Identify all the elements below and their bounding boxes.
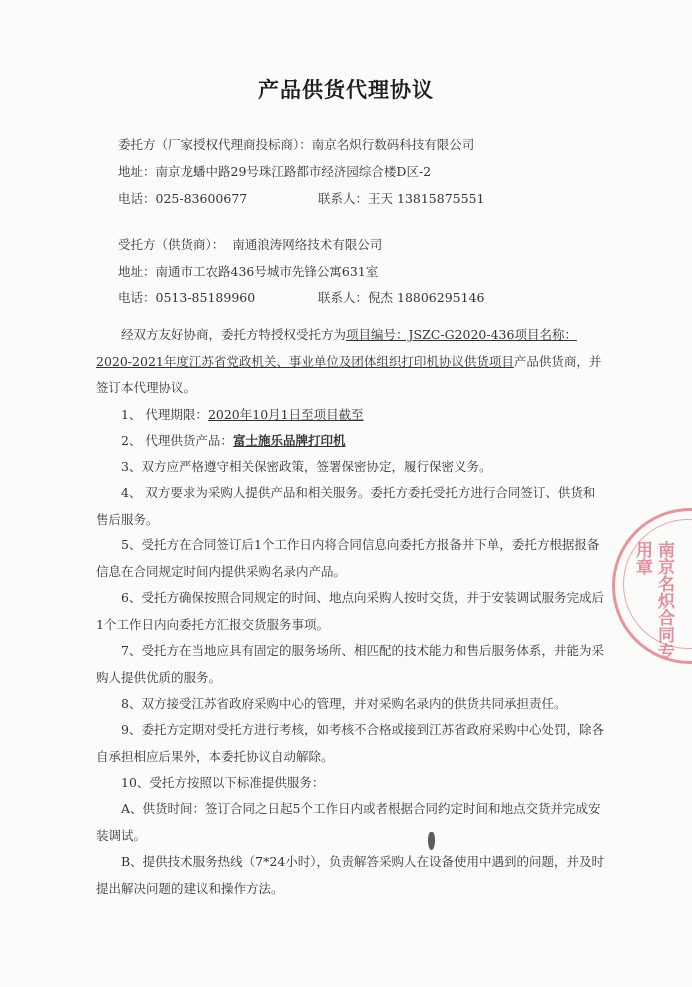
intro-tail: 产品供货商，并签订本代理协议。: [96, 353, 602, 395]
principal-contact-line: [318, 189, 484, 207]
principal-name: 南京名炽行数码科技有限公司: [311, 137, 475, 152]
project-name: 项目名称：2020-2021年度江苏省党政机关、事业单位及团体组织打印机协议供货项目: [96, 327, 577, 369]
agent-phone-label: 电话：: [118, 290, 156, 305]
item-4: 4、 双方要求为采购人提供产品和相关服务。委托方委托受托方进行合同签订、供货和售后服务。: [96, 485, 596, 527]
principal-label: 委托方（厂家授权代理商投标商）：: [118, 137, 312, 152]
principal-contact: 王天 13815875551: [368, 191, 485, 206]
item-1-prefix: 1、 代理期限：: [121, 407, 208, 422]
agent-address: 南通市工农路436号城市先锋公寓631室: [155, 264, 379, 279]
intro-text: 经双方友好协商，委托方特授权受托方为: [121, 327, 347, 342]
item-2-value: 富士施乐品牌打印机: [232, 433, 346, 448]
agent-contact: 倪杰 18806295146: [368, 290, 485, 305]
agent-contact-label: 联系人：: [318, 290, 369, 305]
principal-phone-line: [118, 189, 247, 207]
item-7: 7、受托方在当地应具有固定的服务场所、相匹配的技术能力和售后服务体系，并能为采购人提供优质的服务。: [96, 643, 604, 685]
agent-label: 受托方（供货商）：: [118, 237, 225, 252]
ink-smudge: [428, 832, 435, 850]
item-6: 6、受托方确保按照合同规定的时间、地点向采购人按时交货，并于安装调试服务完成后1个工作日内向委托方汇报交货服务事项。: [96, 590, 604, 632]
agent-phone: 0513-85189960: [155, 290, 256, 305]
item-10: 10、受托方按照以下标准提供服务：: [121, 775, 325, 790]
item-8: 8、双方接受江苏省政府采购中心的管理，并对采购名录内的供货共同承担责任。: [121, 696, 567, 711]
intro-paragraph: [96, 322, 606, 402]
item-1: [96, 402, 606, 429]
contract-seal-stamp: [612, 508, 692, 664]
principal-line: [118, 135, 474, 153]
agent-address-label: 地址：: [118, 264, 156, 279]
document-title: 产品供货代理协议: [258, 77, 434, 102]
project-number: 项目编号：JSZC-G2020-436: [346, 327, 515, 342]
agent-address-line: [118, 262, 378, 280]
principal-address: 南京龙蟠中路29号珠江路都市经济园综合楼D区-2: [155, 164, 432, 179]
item-5: 5、受托方在合同签订后1个工作日内将合同信息向委托方报备并下单，委托方根据报备信息在合同规定时间内提供采购名录内产品。: [96, 537, 600, 579]
agent-line: [118, 235, 382, 253]
item-3: 3、双方应严格遵守相关保密政策，签署保密协定，履行保密义务。: [121, 459, 492, 474]
principal-address-line: [118, 162, 431, 180]
item-a: A、供货时间：签订合同之日起5个工作日内或者根据合同约定时间和地点交货并完成安装调试。: [96, 801, 601, 843]
principal-contact-label: 联系人：: [318, 191, 369, 206]
item-b: B、提供技术服务热线（7*24小时），负责解答采购人在设备使用中遇到的问题，并及时提出解决问题的建议和操作方法。: [96, 854, 605, 896]
item-9: 9、委托方定期对受托方进行考核，如考核不合格或接到江苏省政府采购中心处罚，除各自承担相应后果外，本委托协议自动解除。: [96, 722, 604, 764]
agent-phone-line: [118, 288, 255, 306]
item-2-prefix: 2、 代理供货产品：: [121, 433, 233, 448]
item-1-value: 2020年10月1日至项目截至: [207, 407, 364, 422]
principal-phone: 025-83600677: [155, 191, 248, 206]
agent-contact-line: [318, 288, 484, 306]
item-2: [96, 428, 606, 455]
principal-phone-label: 电话：: [118, 191, 156, 206]
principal-address-label: 地址：: [118, 164, 156, 179]
agent-name: 南通浪涛网络技术有限公司: [232, 237, 383, 252]
seal-text: 南京名炽合同专用章: [632, 541, 674, 660]
